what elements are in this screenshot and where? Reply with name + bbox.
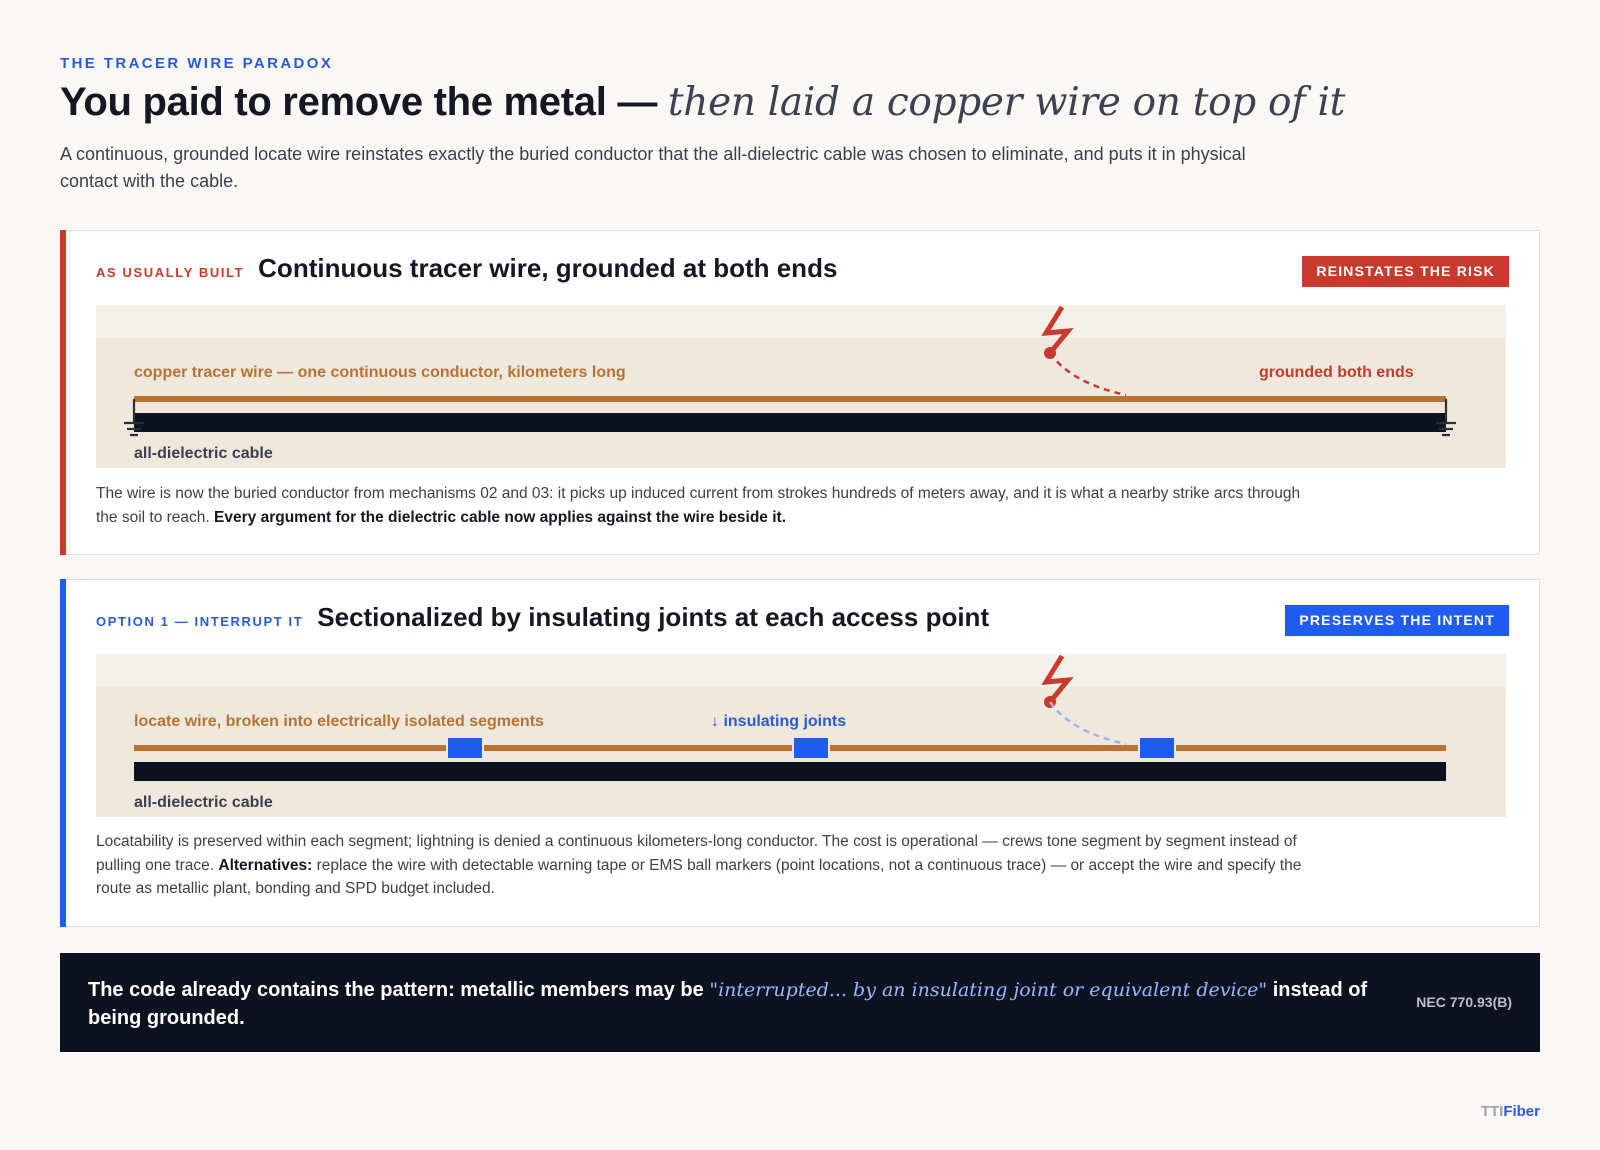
brand-part-1: TTI bbox=[1480, 1103, 1504, 1120]
page-title bbox=[60, 80, 1540, 125]
card-body bbox=[96, 482, 1311, 529]
cable-label: all-dielectric cable bbox=[134, 794, 273, 811]
code-callout bbox=[60, 953, 1540, 1052]
insulating-joint bbox=[1140, 738, 1174, 758]
insulating-joint bbox=[794, 738, 828, 758]
joints-label: ↓ insulating joints bbox=[711, 713, 847, 730]
card-title: Sectionalized by insulating joints at each access point bbox=[317, 602, 990, 632]
diagram-svg-option bbox=[96, 654, 1506, 817]
ground-label: grounded both ends bbox=[1259, 364, 1414, 381]
wire-segment bbox=[484, 745, 792, 751]
card-kicker: OPTION 1 — INTERRUPT IT bbox=[96, 614, 304, 629]
callout-quote: "interrupted... by an insulating joint or equivalent device" bbox=[709, 979, 1268, 1001]
eyebrow: THE TRACER WIRE PARADOX bbox=[60, 55, 334, 72]
wire-segment bbox=[830, 745, 1138, 751]
card-accent-bar bbox=[60, 579, 66, 927]
title-italic: then laid a copper wire on top of it bbox=[667, 80, 1345, 125]
card-option-1 bbox=[60, 579, 1540, 927]
card-kicker: AS USUALLY BUILT bbox=[96, 265, 245, 280]
soil-band bbox=[96, 338, 1506, 468]
card-header bbox=[96, 253, 837, 293]
callout-text bbox=[88, 976, 1378, 1032]
sky-band bbox=[96, 654, 1506, 687]
dielectric-cable bbox=[134, 762, 1446, 781]
diagram-svg-built bbox=[96, 305, 1506, 468]
brand-part-2: Fiber bbox=[1503, 1103, 1540, 1120]
title-main: You paid to remove the metal — bbox=[60, 80, 658, 124]
diagram-panel-option bbox=[96, 654, 1506, 817]
sky-band bbox=[96, 305, 1506, 338]
body-text-2: replace the wire with detectable warning tape or EMS ball markers (point locations, not a continuous trace) — or accept the wire and specify the route as metallic plant, bonding and SPD budget included. bbox=[96, 856, 1302, 897]
page-subtitle: A continuous, grounded locate wire reinstates exactly the buried conductor that the all-dielectric cable was chosen to eliminate, and puts it in physical contact with the cable. bbox=[60, 144, 1246, 191]
card-title: Continuous tracer wire, grounded at both ends bbox=[258, 253, 838, 283]
card-body bbox=[96, 830, 1311, 901]
card-as-built bbox=[60, 230, 1540, 555]
intent-badge: PRESERVES THE INTENT bbox=[1285, 605, 1509, 636]
callout-text-before: The code already contains the pattern: metallic members may be bbox=[88, 979, 704, 1001]
diagram-panel-built bbox=[96, 305, 1506, 468]
body-strong: Every argument for the dielectric cable now applies against the wire beside it. bbox=[214, 508, 786, 526]
callout-text-after: instead of being grounded. bbox=[88, 979, 1368, 1029]
code-reference: NEC 770.93(B) bbox=[1416, 994, 1512, 1010]
card-accent-bar bbox=[60, 230, 66, 555]
wire-segment bbox=[134, 745, 446, 751]
wire-label: copper tracer wire — one continuous conductor, kilometers long bbox=[134, 364, 626, 381]
body-strong: Alternatives: bbox=[218, 856, 313, 874]
copper-tracer-wire bbox=[134, 396, 1446, 402]
dielectric-cable bbox=[134, 413, 1446, 432]
cable-label: all-dielectric cable bbox=[134, 445, 273, 462]
brand-logo bbox=[1481, 1103, 1540, 1120]
risk-badge: REINSTATES THE RISK bbox=[1302, 256, 1509, 287]
card-header bbox=[96, 602, 989, 642]
wire-label: locate wire, broken into electrically isolated segments bbox=[134, 713, 544, 730]
body-text-1: Locatability is preserved within each segment; lightning is denied a continuous kilometers-long conductor. The cost is operational — crews tone segment by segment instead of pulling one trace. bbox=[96, 833, 1297, 874]
body-text: The wire is now the buried conductor from mechanisms 02 and 03: it picks up induced current from strokes hundreds of meters away, and it is what a nearby strike arcs through the soil to reach. bbox=[96, 485, 1301, 526]
insulating-joint bbox=[448, 738, 482, 758]
wire-segment bbox=[1176, 745, 1446, 751]
